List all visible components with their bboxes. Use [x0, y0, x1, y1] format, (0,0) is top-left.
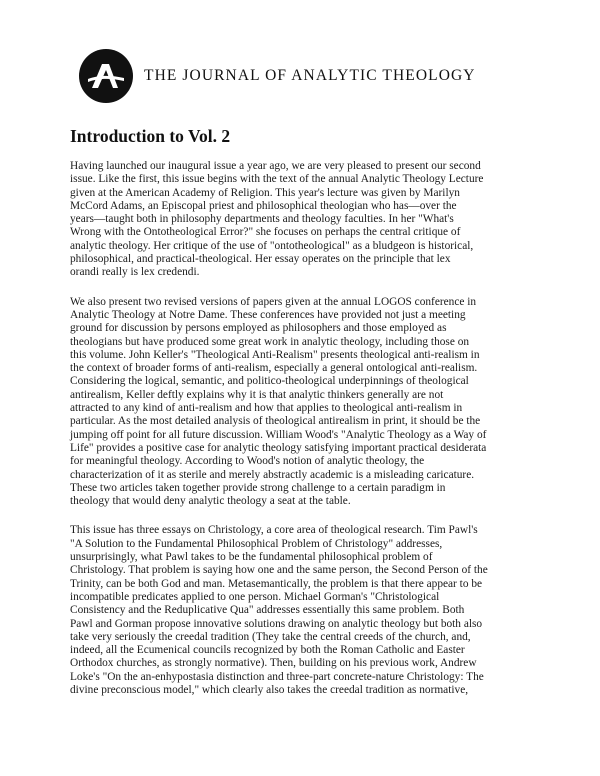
- paragraph: [70, 296, 530, 509]
- text-line: theologians but have produced some great work in analytic theology, including those on: [70, 335, 470, 348]
- text-line: take very seriously the creedal tradition (They take the central creeds of the church, and,: [70, 630, 471, 643]
- text-line: jumping off point for all future discussion. William Wood's "Analytic Theology as a Way of: [70, 428, 487, 441]
- text-line: divine preconscious model," which clearly also takes the creedal tradition as normative,: [70, 683, 469, 696]
- text-line: attracted to any kind of anti-realism and how that applies to theological anti-realism in: [70, 402, 463, 415]
- text-line: Wrong with the Ontotheological Error?" she focuses on perhaps the central critique of: [70, 226, 461, 239]
- text-line: theology that would deny analytic theology a seat at the table.: [70, 495, 351, 508]
- text-line: We also present two revised versions of papers given at the annual LOGOS conference in: [70, 295, 477, 308]
- text-line: issue. Like the first, this issue begins with the text of the annual Analytic Theology Lecture: [70, 173, 484, 186]
- text-line: this volume. John Keller's "Theological Anti-Realism" presents theological anti-realism in: [70, 348, 480, 361]
- journal-name: THE JOURNAL OF ANALYTIC THEOLOGY: [144, 67, 476, 84]
- text-line: Consistency and the Reduplicative Qua" addresses essentially this same problem. Both: [70, 604, 465, 617]
- text-line: McCord Adams, an Episcopal priest and philosophical theologian who has—over the: [70, 199, 457, 212]
- text-line: antirealism, Keller deftly explains why it is that analytic thinkers generally are not: [70, 388, 444, 401]
- text-line: Loke's "On the an-enhypostasia distinction and three-part concrete-nature Christology: The: [70, 670, 484, 683]
- text-line: analytic theology. Her critique of the use of "ontotheological" as a bludgeon is historical,: [70, 239, 474, 252]
- text-line: Pawl and Gorman propose innovative solutions drawing on analytic theology but both also: [70, 617, 483, 630]
- text-line: "A Solution to the Fundamental Philosophical Problem of Christology" addresses,: [70, 537, 443, 550]
- text-line: the context of broader forms of anti-realism, especially a general ontological anti-realism.: [70, 362, 478, 375]
- text-line: given at the American Academy of Religion. This year's lecture was given by Marilyn: [70, 186, 460, 199]
- paragraph: [70, 160, 530, 280]
- text-line: Trinity, can be both God and man. Metasemantically, the problem is that there appear to be: [70, 577, 483, 590]
- text-line: Christology. That problem is saying how one and the same person, the Second Person of the: [70, 564, 488, 577]
- paragraph: [70, 524, 530, 697]
- text-line: particular. As the most detailed analysis of theological antirealism in print, it should be the: [70, 415, 481, 428]
- text-line: Orthodox churches, as strongly normative). Then, building on his previous work, Andrew: [70, 657, 477, 670]
- text-line: characterization of it as sterile and merely abstractly academic is a misleading caricature.: [70, 468, 475, 481]
- article-title: Introduction to Vol. 2: [70, 126, 231, 146]
- text-line: incompatible predicates applied to one person. Michael Gorman's "Christological: [70, 590, 440, 603]
- text-line: ground for discussion by persons employed as philosophers and those employed as: [70, 322, 447, 335]
- text-line: unsurprisingly, what Pawl takes to be the fundamental philosophical problem of: [70, 551, 433, 564]
- text-line: indeed, all the Ecumenical councils recognized by both the Roman Catholic and Easter: [70, 644, 465, 657]
- text-line: These two articles taken together provide strong challenge to a certain paradigm in: [70, 481, 446, 494]
- text-line: years—taught both in philosophy departments and theology faculties. In her "What's: [70, 213, 454, 226]
- text-line: orandi really is lex credendi.: [70, 266, 200, 279]
- text-line: for meaningful theology. According to Wood's notion of analytic theology, the: [70, 455, 425, 468]
- text-line: philosophical, and practical-theological. Her essay operates on the principle that lex: [70, 253, 451, 266]
- text-line: Analytic Theology at Notre Dame. These conferences have provided not just a meeting: [70, 308, 466, 321]
- text-line: This issue has three essays on Christology, a core area of theological research. Tim Pawl's: [70, 524, 478, 537]
- text-line: Considering the logical, semantic, and politico-theological underpinnings of theological: [70, 375, 469, 388]
- text-line: Having launched our inaugural issue a year ago, we are very pleased to present our second: [70, 160, 481, 172]
- journal-masthead: [78, 48, 476, 104]
- article-body: [70, 160, 530, 713]
- text-line: Life" provides a positive case for analytic theology satisfying important practical desiderata: [70, 441, 487, 454]
- journal-logo-icon: [78, 48, 134, 104]
